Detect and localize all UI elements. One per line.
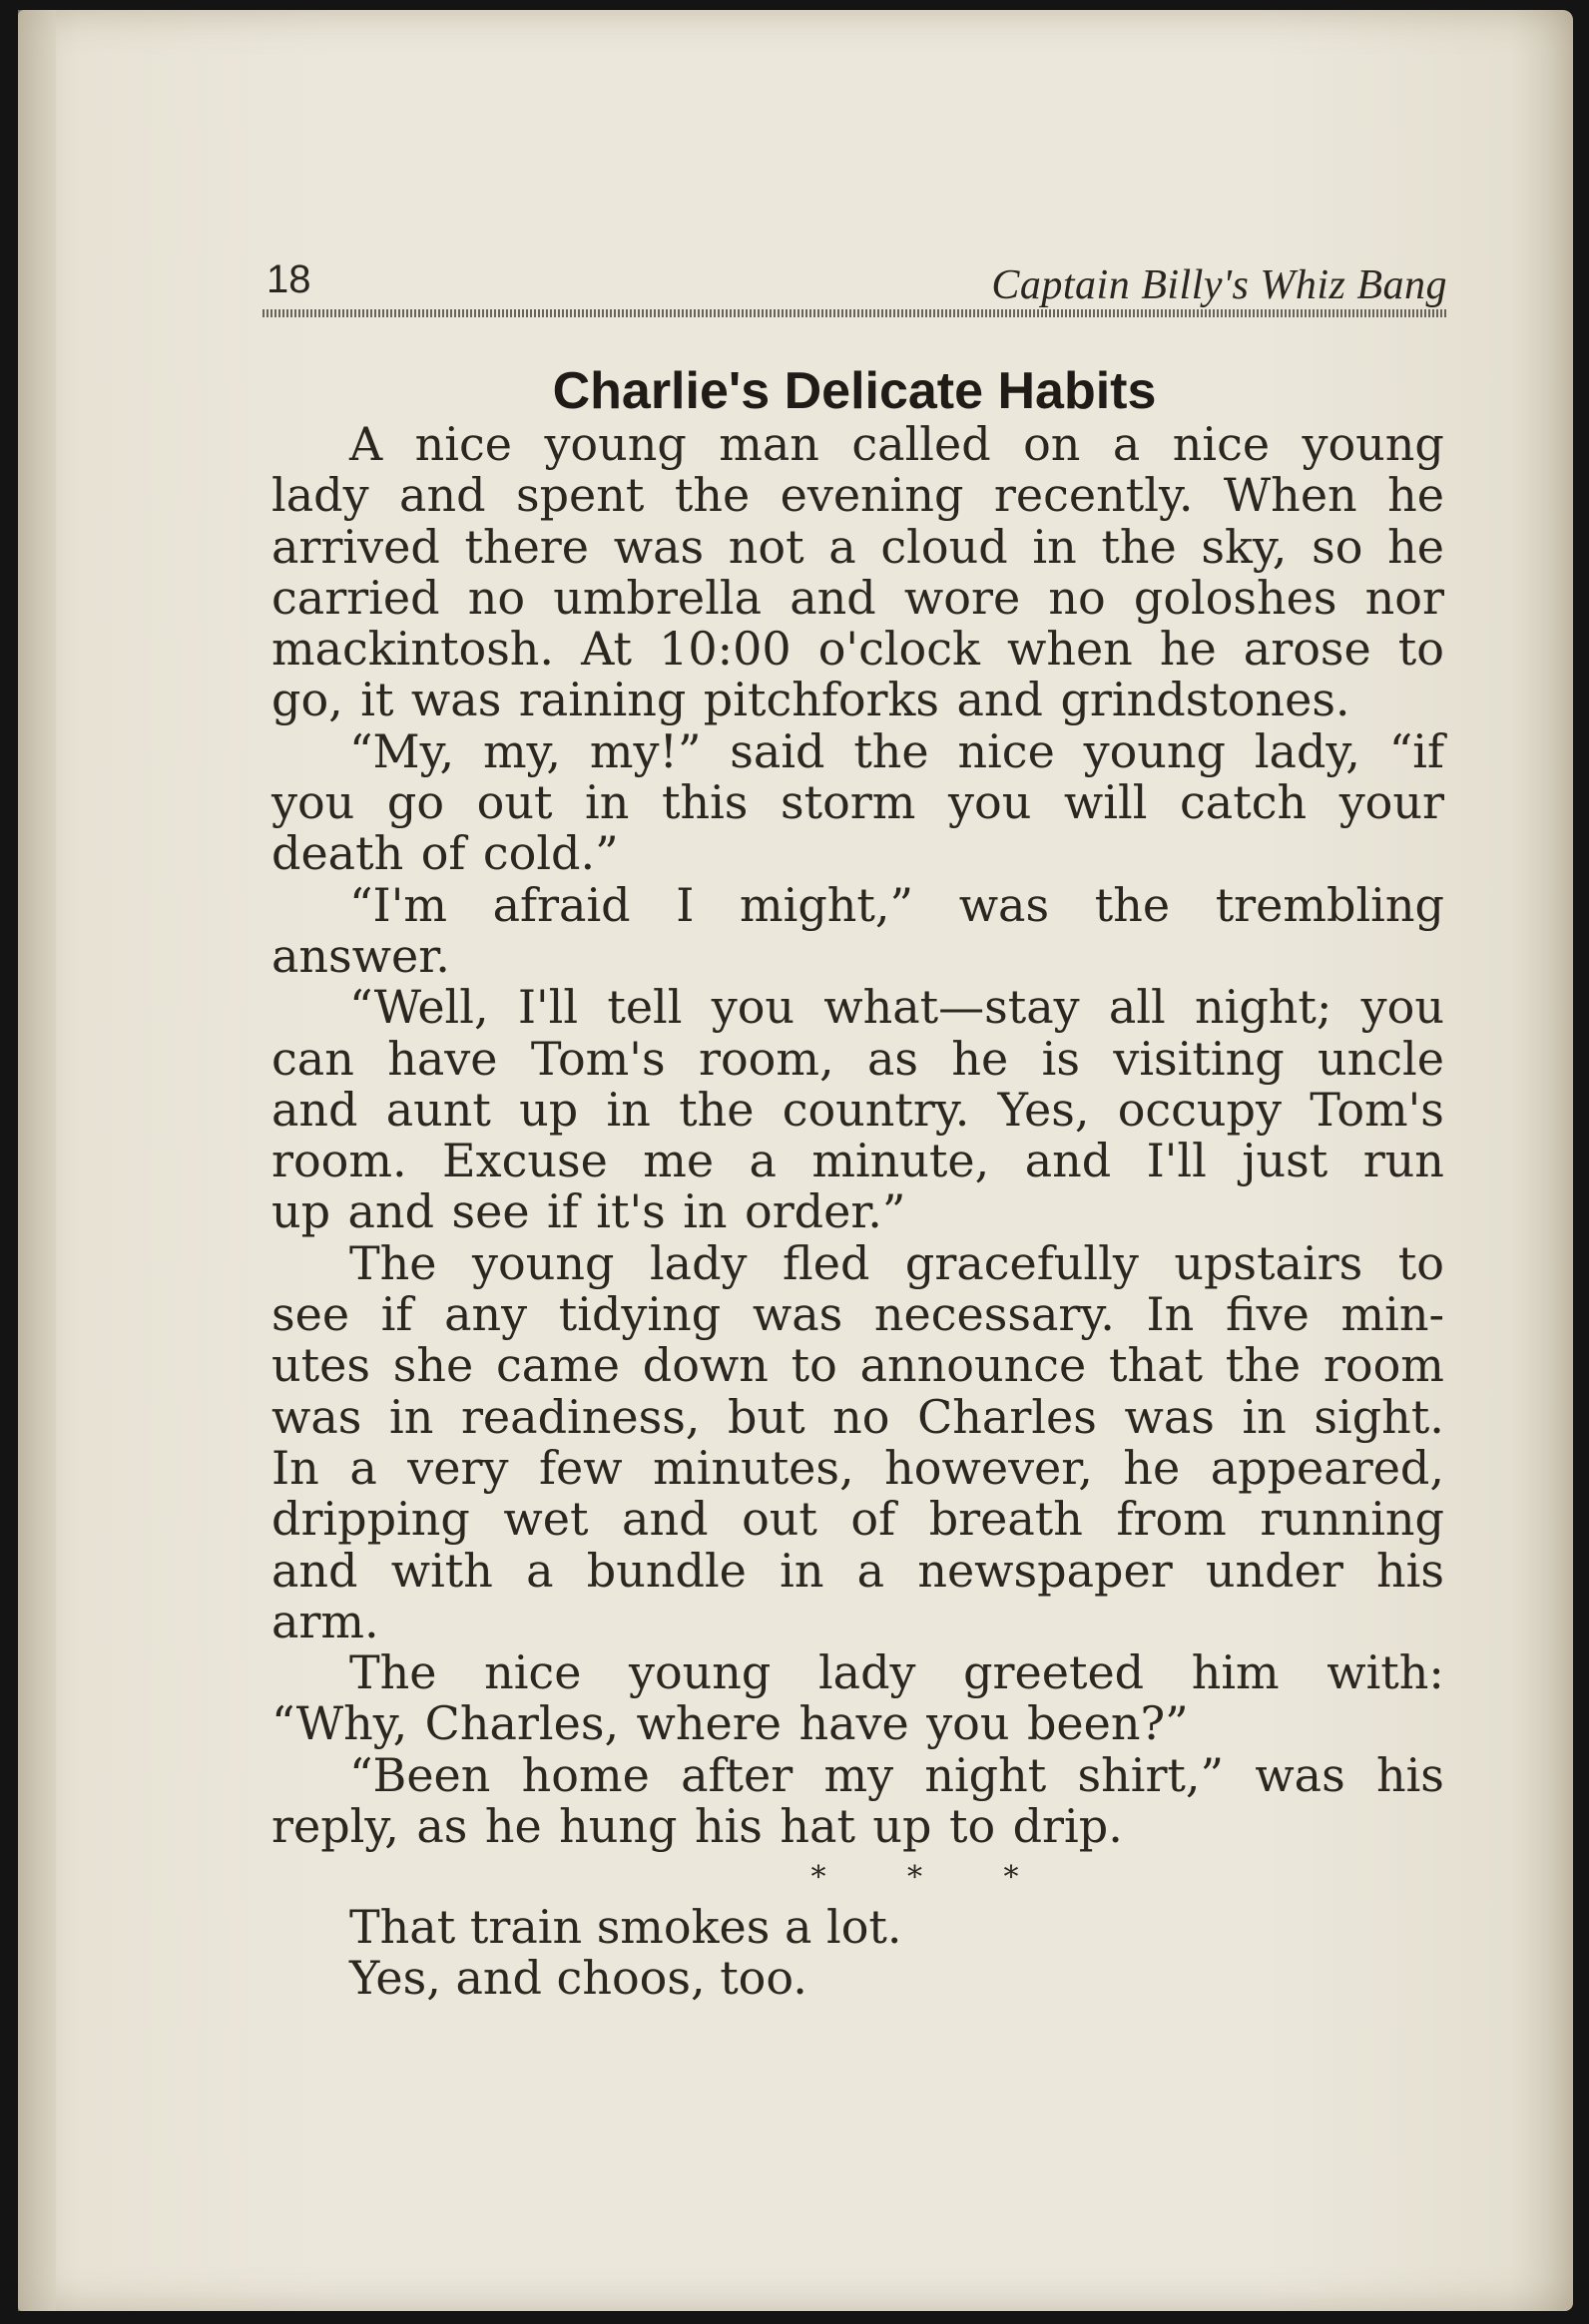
text-line: and aunt up in the country. Yes, occupy Tom's	[271, 1082, 1444, 1137]
text-line: you go out in this storm you will catch your	[271, 775, 1444, 830]
text-line: “Well, I'll tell you what—stay all night; you	[349, 980, 1444, 1035]
page-header	[255, 247, 1447, 317]
text-line: and with a bundle in a newspaper under his	[271, 1543, 1444, 1598]
page-spine-shadow	[18, 10, 56, 2311]
text-line: go, it was raining pitchforks and grindstones.	[271, 673, 1350, 727]
header-rule	[263, 309, 1447, 317]
text-line: In a very few minutes, however, he appeared,	[271, 1440, 1444, 1495]
text-line: arrived there was not a cloud in the sky, so he	[271, 519, 1444, 574]
page-number: 18	[266, 257, 311, 301]
text-line: mackintosh. At 10:00 o'clock when he arose to	[271, 622, 1444, 677]
text-line: answer.	[271, 928, 450, 983]
section-separator: * * *	[810, 1860, 1055, 1896]
text-line: up and see if it's in order.”	[271, 1184, 906, 1239]
article-title: Charlie's Delicate Habits	[552, 362, 1157, 420]
text-line: was in readiness, but no Charles was in sight.	[271, 1389, 1444, 1444]
running-title: Captain Billy's Whiz Bang	[991, 262, 1447, 308]
text-line: can have Tom's room, as he is visiting uncle	[271, 1031, 1444, 1086]
joke-line: That train smokes a lot.	[349, 1900, 902, 1954]
text-line: The nice young lady greeted him with:	[349, 1645, 1444, 1700]
joke	[349, 1902, 902, 2005]
text-line: “Why, Charles, where have you been?”	[271, 1696, 1189, 1751]
text-line: carried no umbrella and wore no goloshes nor	[271, 570, 1444, 625]
text-line: “My, my, my!” said the nice young lady, “if	[349, 723, 1444, 778]
text-line: A nice young man called on a nice young	[349, 417, 1444, 471]
article-body	[271, 419, 1444, 1904]
text-line: dripping wet and out of breath from running	[271, 1492, 1444, 1547]
text-line: see if any tidying was necessary. In five min-	[271, 1287, 1444, 1342]
text-line: lady and spent the evening recently. When he	[271, 468, 1444, 523]
text-line: “Been home after my night shirt,” was his	[349, 1747, 1444, 1802]
text-line: death of cold.”	[271, 826, 619, 881]
joke-line: Yes, and choos, too.	[349, 1951, 807, 2006]
text-line: The young lady fled gracefully upstairs to	[349, 1235, 1444, 1290]
text-line: “I'm afraid I might,” was the trembling	[349, 877, 1444, 932]
text-line: reply, as he hung his hat up to drip.	[271, 1799, 1123, 1854]
text-line: utes she came down to announce that the room	[271, 1338, 1444, 1393]
text-line: room. Excuse me a minute, and I'll just run	[271, 1134, 1444, 1188]
text-line: arm.	[271, 1594, 379, 1648]
